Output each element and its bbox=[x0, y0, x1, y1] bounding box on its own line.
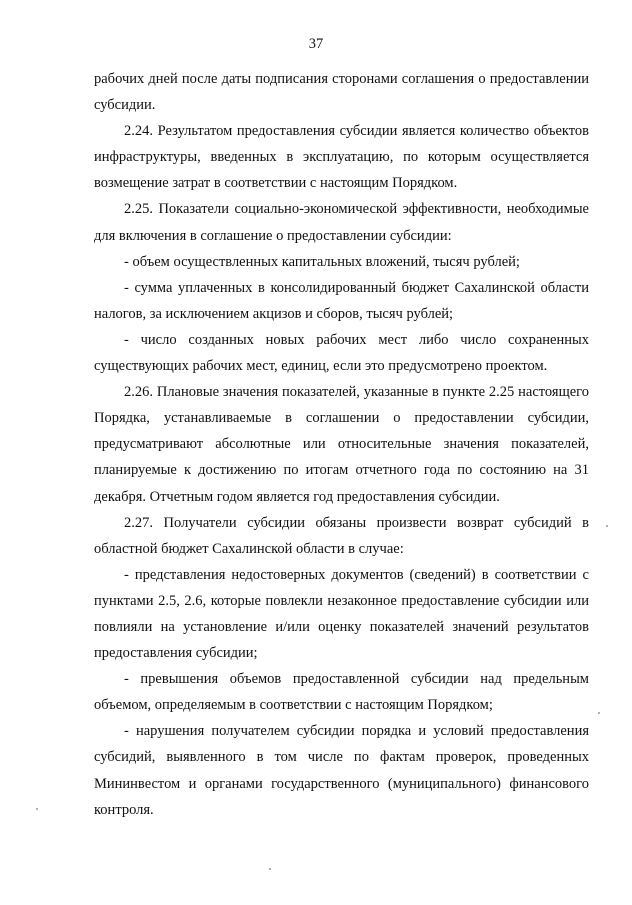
paragraph-2-24: 2.24. Результатом предоставления субсидии является количество объектов инфраструктуры, введенных в эксплуатацию, по которым осуществляется возмещение затрат в соответствии с настоящим Порядком. bbox=[94, 123, 589, 192]
list-item-capital-investments: - объем осуществленных капитальных вложений, тысяч рублей; bbox=[124, 253, 520, 270]
list-item-excess-volume: - превышения объемов предоставленной субсидии над предельным объемом, определяемым в соответствии с настоящим Порядком; bbox=[94, 671, 589, 714]
scan-speck bbox=[269, 868, 271, 870]
list-item-violations: - нарушения получателем субсидии порядка и условий предоставления субсидий, выявленного в том числе по фактам проверок, проведенных Мининвестом и органами государственного (муниципального) финансового контроля. bbox=[94, 723, 589, 818]
paragraph-2-27: 2.27. Получатели субсидии обязаны произвести возврат субсидий в областной бюджет Сахалинской области в случае: bbox=[94, 514, 589, 557]
list-item-jobs: - число созданных новых рабочих мест либо число сохраненных существующих рабочих мест, единиц, если это предусмотрено проектом. bbox=[94, 331, 589, 375]
list-item-false-documents: - представления недостоверных документов (сведений) в соответствии с пунктами 2.5, 2.6, которые повлекли незаконное предоставление субсидии или повлияли на установление и/или оценку показателей значений результатов предоставления субсидии; bbox=[94, 566, 589, 662]
paragraph-2-26: 2.26. Плановые значения показателей, указанные в пункте 2.25 настоящего Порядка, устанавливаемые в соглашении о предоставлении субсидии, предусматривают абсолютные или относительные значения показателей, планируемые к достижению по итогам отчетного года по состоянию на 31 декабря. Отчетным годом является год предоставления субсидии. bbox=[94, 384, 589, 505]
page-number: 37 bbox=[308, 36, 324, 52]
scan-speck bbox=[606, 525, 608, 527]
list-item-taxes-paid: - сумма уплаченных в консолидированный бюджет Сахалинской области налогов, за исключением акцизов и сборов, тысяч рублей; bbox=[94, 279, 589, 322]
paragraph-continuation: рабочих дней после даты подписания сторонами соглашения о предоставлении субсидии. bbox=[94, 71, 589, 114]
scan-speck bbox=[36, 808, 38, 810]
scan-speck bbox=[598, 712, 600, 714]
document-body bbox=[94, 66, 589, 823]
paragraph-2-25: 2.25. Показатели социально-экономической эффективности, необходимые для включения в соглашение о предоставлении субсидии: bbox=[94, 201, 589, 244]
